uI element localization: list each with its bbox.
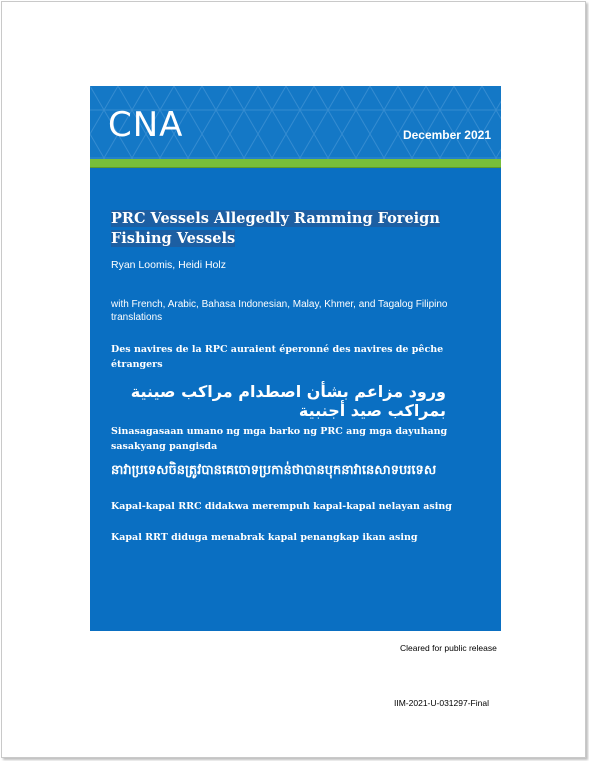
title-malay: Kapal-kapal RRC didakwa merempuh kapal-kapal nelayan asing (111, 501, 452, 512)
publication-date: December 2021 (402, 128, 491, 142)
title-arabic: ورود مزاعم بشأن اصطدام مراكب صينية بمراكب صيد أجنبية (130, 382, 446, 421)
title-khmer: នាវាប្រទេសចិនត្រូវបានគេចោទប្រកាន់ថាបានបុកនាវានេសាទបរទេស (111, 463, 437, 478)
cover-panel (90, 86, 501, 631)
cover-header (90, 86, 501, 159)
translations-note: with French, Arabic, Bahasa Indonesian, Malay, Khmer, and Tagalog Filipino translations (111, 299, 448, 323)
document-id: IIM-2021-U-031297-Final (394, 698, 489, 708)
accent-band (90, 159, 501, 168)
cna-logo: CNA (108, 105, 184, 145)
report-title-line-2: Fishing Vessels (111, 230, 236, 247)
title-tagalog: Sinasagasaan umano ng mga barko ng PRC ang mga dayuhang sasakyang pangisda (111, 426, 448, 452)
title-french: Des navires de la RPC auraient éperonné des navires de pêche étrangers (111, 344, 444, 370)
document-page (1, 1, 586, 758)
title-indonesian: Kapal RRT diduga menabrak kapal penangkap ikan asing (111, 532, 418, 543)
authors: Ryan Loomis, Heidi Holz (111, 259, 226, 271)
report-title-line-1: PRC Vessels Allegedly Ramming Foreign (111, 210, 440, 227)
release-statement: Cleared for public release (400, 643, 497, 653)
report-title (111, 209, 441, 249)
